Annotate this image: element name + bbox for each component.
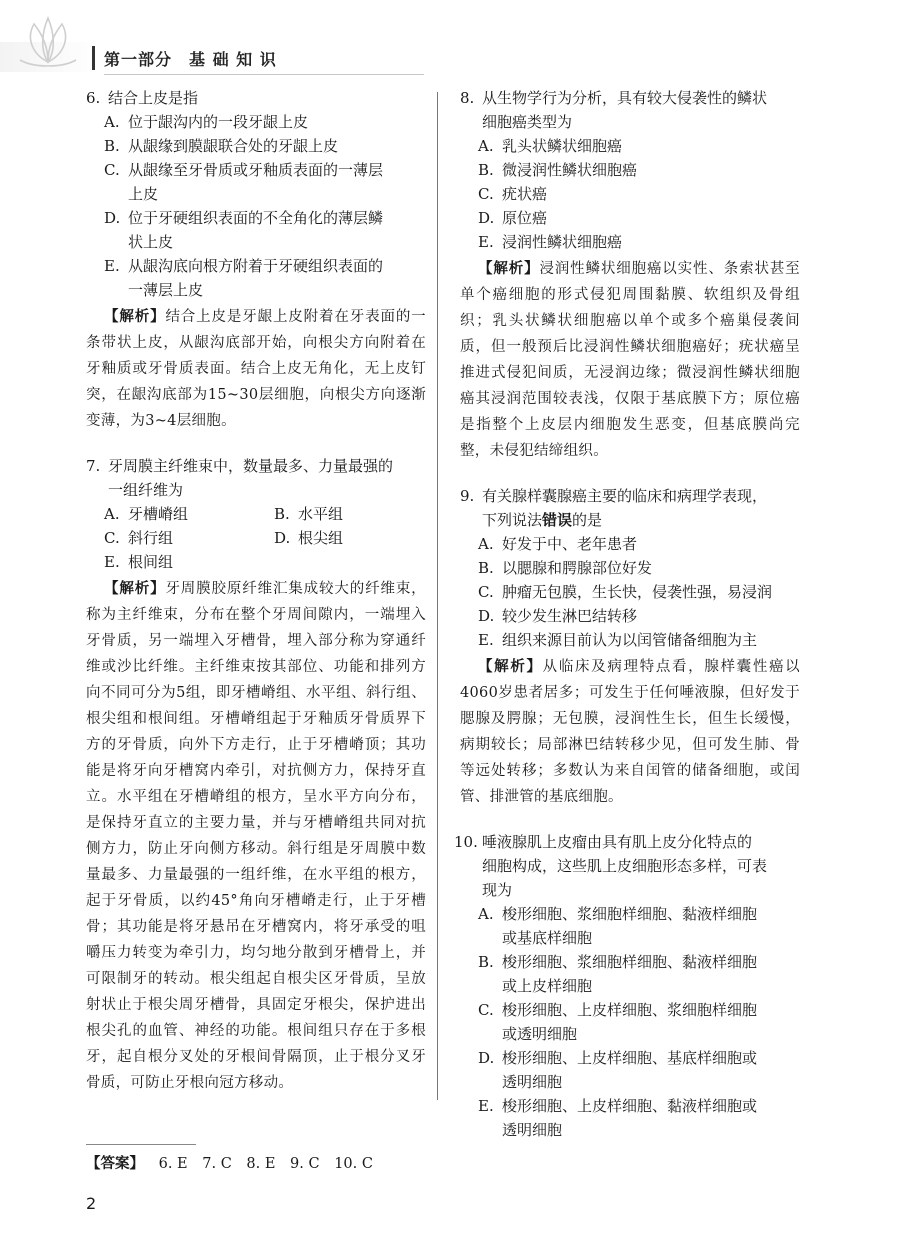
answer-rule <box>86 1144 196 1145</box>
question-stem: 牙周膜主纤维束中，数量最多、力量最强的 一组纤维为 <box>108 457 394 499</box>
option-b: B. 从龈缘到膜龈联合处的牙龈上皮 <box>104 137 339 155</box>
question-7 <box>86 454 426 1096</box>
analysis-label: 【解析】 <box>478 659 543 675</box>
option-d: D. 较少发生淋巴结转移 <box>478 607 638 625</box>
page-number: 2 <box>86 1194 97 1213</box>
option-row <box>86 526 426 550</box>
option-a: A. 牙槽嵴组 <box>104 505 189 523</box>
option-a: A. 位于龈沟内的一段牙龈上皮 <box>104 113 309 131</box>
option-b: B. 梭形细胞、浆细胞样细胞、黏液样细胞 或上皮样细胞 <box>478 953 758 995</box>
analysis <box>460 654 800 810</box>
answer-item: 10. C <box>334 1156 373 1172</box>
question-number: 7. <box>86 457 101 475</box>
question-stem: 从生物学行为分析，具有较大侵袭性的鳞状 细胞癌类型为 <box>482 89 768 131</box>
option-c: C. 肿瘤无包膜，生长快，侵袭性强，易浸润 <box>478 583 773 601</box>
page-header <box>0 0 900 80</box>
option-row <box>86 502 426 526</box>
option-b: B. 微浸润性鳞状细胞癌 <box>478 161 638 179</box>
option-b: B. 水平组 <box>274 505 344 523</box>
question-number: 10. <box>454 833 478 851</box>
analysis-text: 牙周膜胶原纤维汇集成较大的纤维束，称为主纤维束，分布在整个牙周间隙内，一端埋入牙骨质，另一端埋入牙槽骨，埋入部分称为穿通纤维或沙比纤维。主纤维束按其部位、功能和排列方向不同可分为5组，即牙槽嵴组、水平组、斜行组、根尖组和根间组。牙槽嵴组起于牙釉质牙骨质界下方的牙骨质，向外下方走行，止于牙槽嵴顶；其功能是将牙向牙槽窝内牵引，对抗侧方力，保持牙直立。水平组在牙槽嵴组的根方，呈水平方向分布，是保持牙直立的主要力量，并与牙槽嵴组共同对抗侧方力，防止牙向侧方移动。斜行组是牙周膜中数量最多、力量最强的一组纤维，在水平组的根方，起于牙骨质，以约45°角向牙槽嵴走行，止于牙槽骨；其功能是将牙悬吊在牙槽窝内，将牙承受的咀嚼压力转变为牵引力，均匀地分散到牙槽骨上，并可限制牙的转动。根尖组起自根尖区牙骨质，呈放射状止于根尖周牙槽骨，具固定牙根尖，保护进出根尖孔的血管、神经的功能。根间组只存在于多根牙，起自根分叉处的牙根间骨隔顶，止于根分叉牙骨质，可防止牙根向冠方移动。 <box>86 581 426 1091</box>
question-stem: 唾液腺肌上皮瘤由具有肌上皮分化特点的 细胞构成，这些肌上皮细胞形态多样，可表 现为 <box>482 833 768 899</box>
header-divider-bar <box>92 46 95 70</box>
question-8 <box>460 86 800 464</box>
option-a: A. 好发于中、老年患者 <box>478 535 638 553</box>
option-b: B. 以腮腺和腭腺部位好发 <box>478 559 653 577</box>
question-10 <box>454 830 800 1142</box>
lotus-logo-icon <box>12 14 84 70</box>
emphasis-word: 错误 <box>542 511 573 529</box>
column-divider <box>437 92 438 1100</box>
option-c: C. 斜行组 <box>104 529 174 547</box>
option-a: A. 乳头状鳞状细胞癌 <box>478 137 623 155</box>
option-e: E. 浸润性鳞状细胞癌 <box>478 233 623 251</box>
header-rule <box>104 74 424 75</box>
option-e: E. 梭形细胞、上皮样细胞、黏液样细胞或 透明细胞 <box>478 1097 758 1139</box>
option-e: E. 根间组 <box>104 553 174 571</box>
left-column <box>86 86 426 1096</box>
analysis-text: 从临床及病理特点看，腺样囊性癌以4060岁患者居多；可发生于任何唾液腺，但好发于腮腺及腭腺；无包膜，浸润性生长，但生长缓慢，病期较长；局部淋巴结转移少见，但可发生肺、骨等远处转移；多数认为来自闰管的储备细胞，或闰管、排泄管的基底细胞。 <box>460 659 800 805</box>
question-number: 8. <box>460 89 475 107</box>
question-number: 9. <box>460 487 475 505</box>
analysis-label: 【解析】 <box>104 581 166 597</box>
right-column <box>454 86 800 1142</box>
option-d: D. 梭形细胞、上皮样细胞、基底样细胞或 透明细胞 <box>478 1049 758 1091</box>
analysis-label: 【解析】 <box>104 309 166 325</box>
analysis-text: 浸润性鳞状细胞癌以实性、条索状甚至单个癌细胞的形式侵犯周围黏膜、软组织及骨组织；乳头状鳞状细胞癌以单个或多个癌巢侵袭间质，但一般预后比浸润性鳞状细胞癌好；疣状癌呈推进式侵犯间质，无浸润边缘；微浸润性鳞状细胞癌其浸润范围较表浅，仅限于基底膜下方；原位癌是指整个上皮层内细胞发生恶变，但基底膜尚完整，未侵犯结缔组织。 <box>460 261 800 459</box>
question-6 <box>86 86 426 434</box>
analysis-label: 【解析】 <box>478 261 540 277</box>
option-a: A. 梭形细胞、浆细胞样细胞、黏液样细胞 或基底样细胞 <box>478 905 758 947</box>
option-e: E. 组织来源目前认为以闰管储备细胞为主 <box>478 631 758 649</box>
option-d: D. 位于牙硬组织表面的不全角化的薄层鳞 状上皮 <box>104 209 384 251</box>
question-stem: 结合上皮是指 <box>108 89 199 107</box>
option-e: E. 从龈沟底向根方附着于牙硬组织表面的 一薄层上皮 <box>104 257 384 299</box>
option-c: C. 梭形细胞、上皮样细胞、浆细胞样细胞 或透明细胞 <box>478 1001 758 1043</box>
answer-item: 8. E <box>246 1156 276 1172</box>
option-d: D. 根尖组 <box>274 529 344 547</box>
question-number: 6. <box>86 89 101 107</box>
analysis-text: 结合上皮是牙龈上皮附着在牙表面的一条带状上皮，从龈沟底部开始，向根尖方向附着在牙釉质或牙骨质表面。结合上皮无角化，无上皮钉突，在龈沟底部为15~30层细胞，向根尖方向逐渐变薄，为3~4层细胞。 <box>86 309 426 429</box>
answer-key <box>86 1152 383 1173</box>
analysis <box>460 256 800 464</box>
answer-item: 9. C <box>290 1156 320 1172</box>
option-d: D. 原位癌 <box>478 209 548 227</box>
answer-item: 7. C <box>202 1156 232 1172</box>
question-stem: 有关腺样囊腺癌主要的临床和病理学表现， 下列说法错误的是 <box>482 487 768 529</box>
option-c: C. 从龈缘至牙骨质或牙釉质表面的一薄层 上皮 <box>104 161 384 203</box>
answer-label: 【答案】 <box>86 1156 144 1172</box>
answer-item: 6. E <box>158 1156 188 1172</box>
option-c: C. 疣状癌 <box>478 185 548 203</box>
analysis <box>86 576 426 1096</box>
analysis <box>86 304 426 434</box>
question-9 <box>460 484 800 810</box>
section-title: 第一部分 基 础 知 识 <box>104 50 277 69</box>
